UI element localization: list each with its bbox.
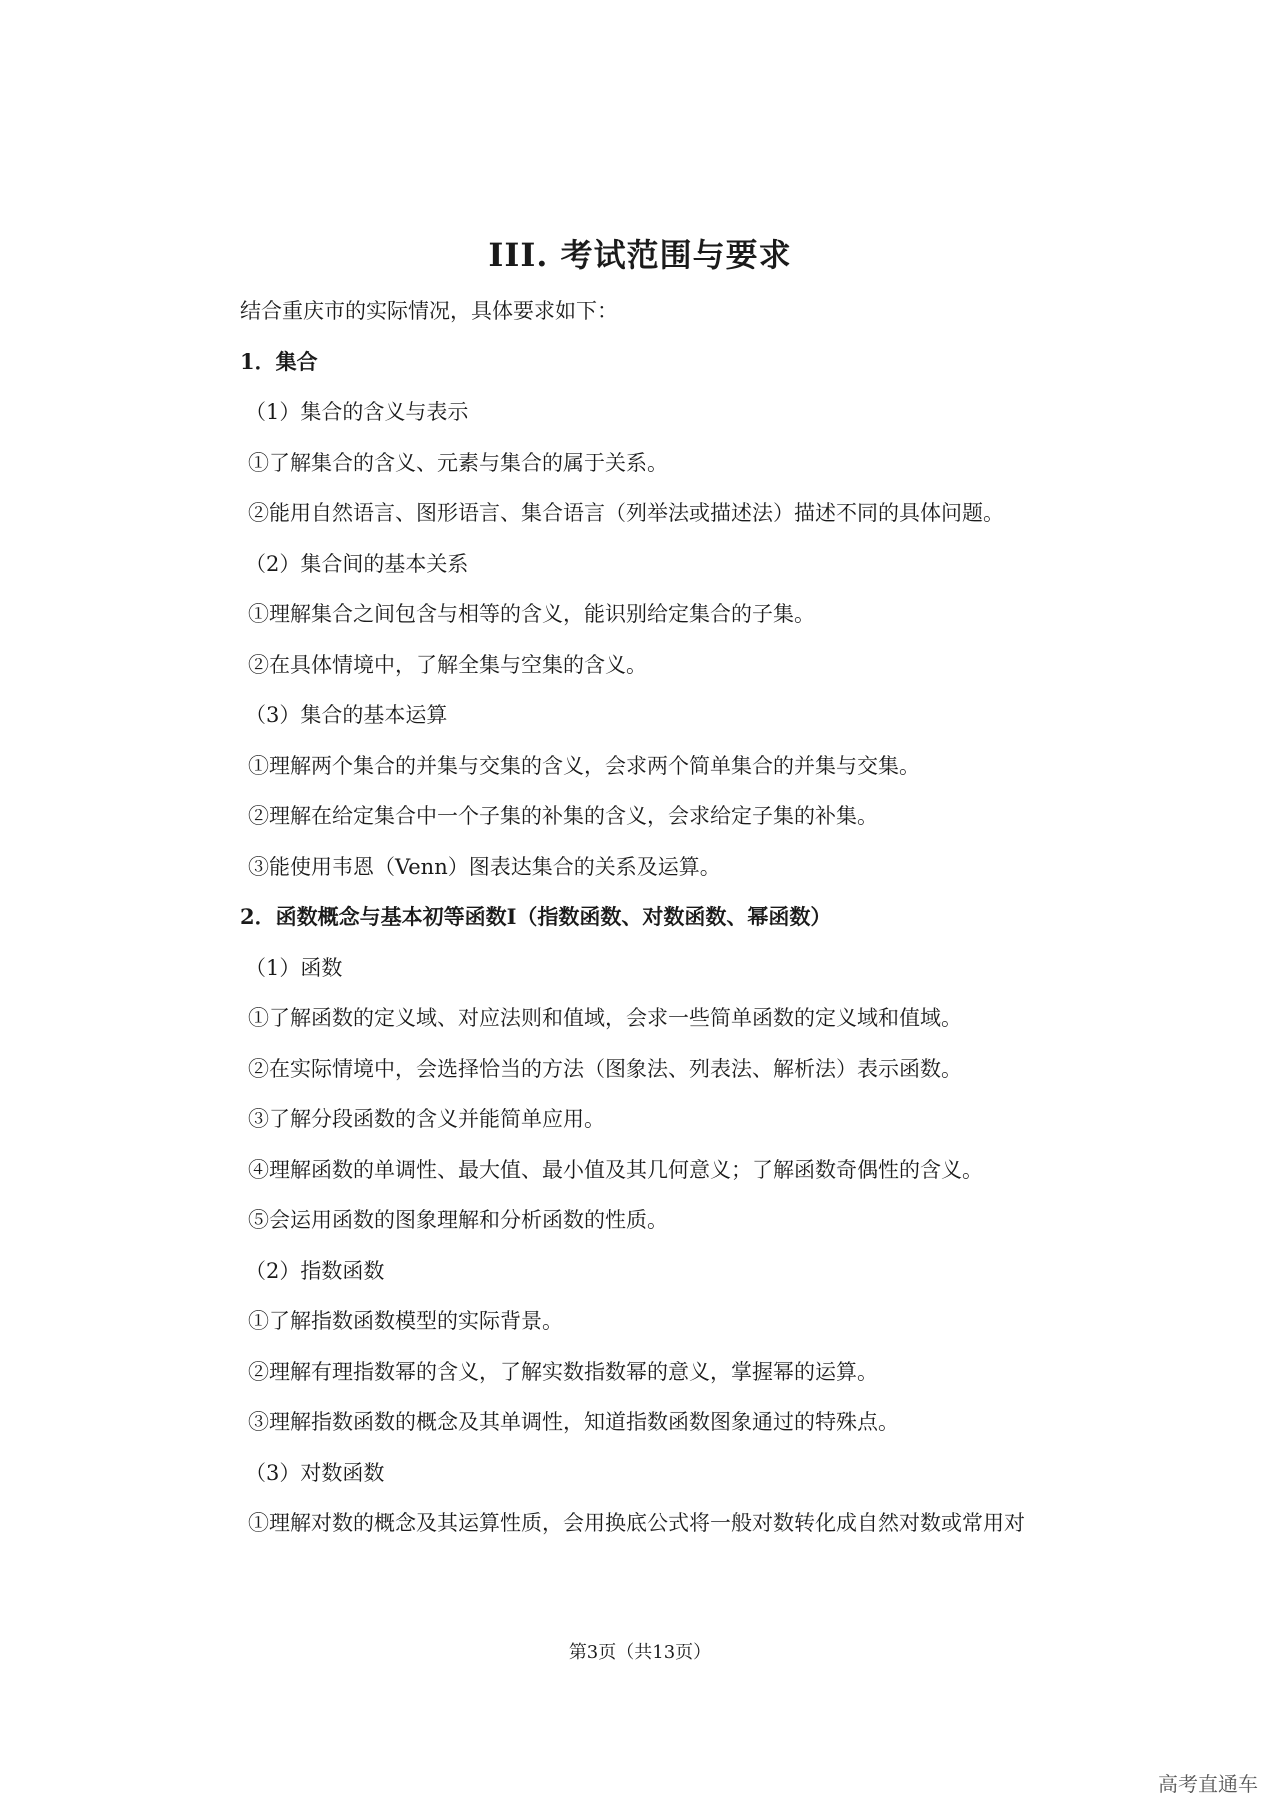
subsection-heading: （1）集合的含义与表示 <box>245 400 469 424</box>
requirement-item: ②在具体情境中，了解全集与空集的含义。 <box>248 652 647 677</box>
requirement-item: ③了解分段函数的含义并能简单应用。 <box>248 1107 605 1131</box>
page-title: III. 考试范围与要求 <box>488 236 792 274</box>
subsection-heading: （2）指数函数 <box>245 1258 385 1283</box>
requirement-item: ②能用自然语言、图形语言、集合语言（列举法或描述法）描述不同的具体问题。 <box>248 501 1004 525</box>
section-heading: 2．函数概念与基本初等函数Ⅰ（指数函数、对数函数、幂函数） <box>240 904 832 929</box>
subsection-heading: （2）集合间的基本关系 <box>245 551 469 576</box>
requirement-item: ⑤会运用函数的图象理解和分析函数的性质。 <box>248 1208 668 1232</box>
intro-paragraph: 结合重庆市的实际情况，具体要求如下： <box>240 299 618 323</box>
requirement-item: ①理解两个集合的并集与交集的含义，会求两个简单集合的并集与交集。 <box>248 753 920 778</box>
subsection-heading: （3）集合的基本运算 <box>245 703 448 727</box>
requirement-item: ②理解在给定集合中一个子集的补集的含义，会求给定子集的补集。 <box>248 804 878 828</box>
requirement-item: ②在实际情境中，会选择恰当的方法（图象法、列表法、解析法）表示函数。 <box>248 1056 962 1081</box>
requirement-item: ①了解指数函数模型的实际背景。 <box>248 1309 563 1333</box>
watermark-text: 高考直通车 <box>1158 1772 1258 1796</box>
requirement-item: ①了解集合的含义、元素与集合的属于关系。 <box>248 450 668 475</box>
subsection-heading: （3）对数函数 <box>245 1460 385 1485</box>
requirement-item: ①理解对数的概念及其运算性质，会用换底公式将一般对数转化成自然对数或常用对 <box>248 1511 1025 1535</box>
requirement-item: ④理解函数的单调性、最大值、最小值及其几何意义；了解函数奇偶性的含义。 <box>248 1157 983 1182</box>
requirement-item: ②理解有理指数幂的含义，了解实数指数幂的意义，掌握幂的运算。 <box>248 1359 878 1384</box>
page-footer: 第3页（共13页） <box>568 1642 712 1663</box>
requirement-item: ③能使用韦恩（Venn）图表达集合的关系及运算。 <box>248 854 721 879</box>
requirements-list <box>240 347 1100 1559</box>
subsection-heading: （1）函数 <box>245 955 343 980</box>
requirement-item: ③理解指数函数的概念及其单调性，知道指数函数图象通过的特殊点。 <box>248 1410 899 1434</box>
requirement-item: ①理解集合之间包含与相等的含义，能识别给定集合的子集。 <box>248 602 815 626</box>
requirement-item: ①了解函数的定义域、对应法则和值域，会求一些简单函数的定义域和值域。 <box>248 1006 962 1030</box>
content-body <box>240 296 1100 1559</box>
section-heading: 1．集合 <box>240 348 318 374</box>
